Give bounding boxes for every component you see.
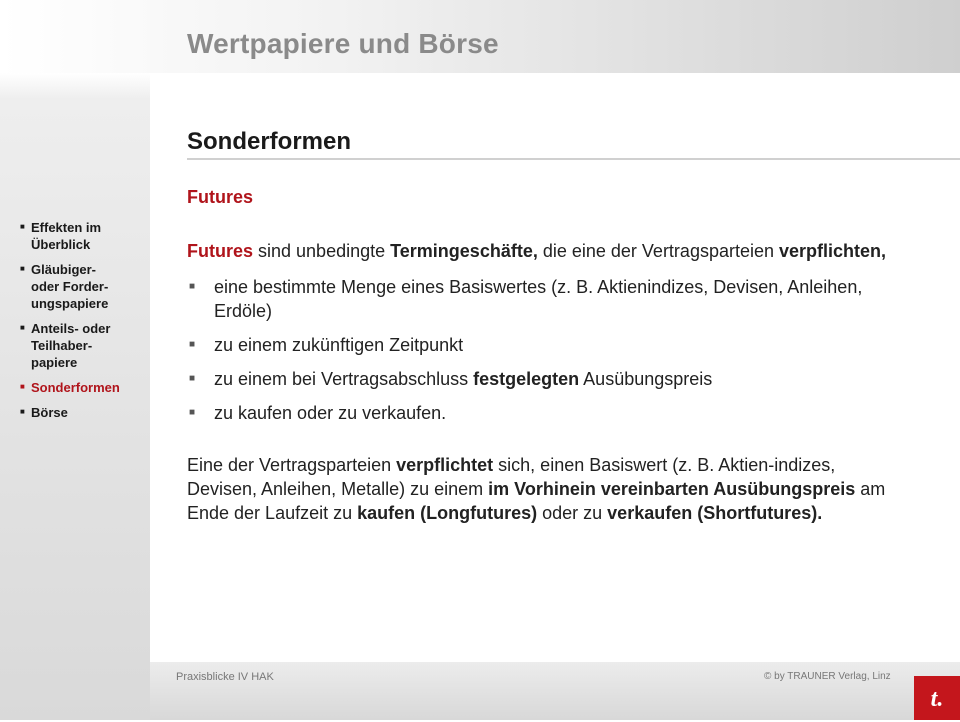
title-divider (187, 158, 960, 160)
list-item (187, 401, 899, 425)
list-item-text: eine bestimmte Menge eines Basiswertes (z. B. Aktienindizes, Devisen, Anleihen, Erdöle) (214, 277, 863, 321)
sidebar-item-sonderformen[interactable] (20, 379, 145, 396)
term-futures: Futures (187, 241, 254, 261)
slide-subtitle: Sonderformen (187, 128, 352, 155)
bullet-list (187, 275, 899, 425)
list-item-text: zu einem zukünftigen Zeitpunkt (214, 335, 464, 355)
text-run: sind unbedingte (253, 241, 391, 261)
bullet-icon: ■ (189, 339, 196, 350)
sidebar-item-label: ungspapiere (31, 296, 109, 311)
sidebar-item-label: papiere (31, 355, 78, 370)
text-run: am Ende der Laufzeit zu (187, 479, 886, 523)
footer-copyright: © by TRAUNER Verlag, Linz (764, 671, 891, 682)
sidebar-item-label: Sonderformen (31, 380, 120, 395)
sidebar-item-label: Börse (31, 405, 68, 420)
page-title: Wertpapiere und Börse (187, 28, 499, 59)
sidebar-nav (20, 219, 145, 429)
bold-run: verpflichten, (779, 241, 887, 261)
sidebar-item-label: Effekten im (31, 220, 102, 235)
bullet-icon: ■ (20, 323, 25, 332)
intro-paragraph (187, 239, 899, 263)
bold-run: festgelegten (473, 369, 580, 389)
trauner-logo: t. (914, 676, 960, 720)
bold-run: Termingeschäfte, (390, 241, 538, 261)
sidebar-item-anteilspapiere[interactable] (20, 320, 145, 371)
sidebar-item-glaeubigerpapiere[interactable] (20, 261, 145, 312)
content-area (187, 239, 899, 525)
text-run: oder zu (537, 503, 608, 523)
bullet-icon: ■ (20, 382, 25, 391)
bold-run: verkaufen (Shortfutures). (607, 503, 823, 523)
list-item-text: zu einem bei Vertragsabschluss (214, 369, 474, 389)
text-run: die eine der Vertragsparteien (537, 241, 779, 261)
list-item (187, 275, 899, 323)
list-item-text: Ausübungspreis (579, 369, 713, 389)
sidebar-item-label: Anteils- oder (31, 321, 111, 336)
sidebar-item-effekten[interactable] (20, 219, 145, 253)
bullet-icon: ■ (189, 281, 196, 292)
body-paragraph (187, 453, 899, 525)
list-item (187, 333, 899, 357)
bullet-icon: ■ (189, 373, 196, 384)
list-item (187, 367, 899, 391)
bold-run: kaufen (Longfutures) (357, 503, 538, 523)
bullet-icon: ■ (20, 222, 25, 231)
sidebar-item-label: Teilhaber- (31, 338, 93, 353)
bullet-icon: ■ (20, 407, 25, 416)
bullet-icon: ■ (189, 407, 196, 418)
sidebar-item-label: oder Forder- (31, 279, 109, 294)
bullet-icon: ■ (20, 264, 25, 273)
sidebar-item-label: Gläubiger- (31, 262, 97, 277)
bold-run: im Vorhinein vereinbarten Ausübungspreis (488, 479, 856, 499)
section-heading: Futures (187, 187, 254, 207)
footer-publication: Praxisblicke IV HAK (176, 671, 274, 683)
text-run: sich, einen Basiswert (z. B. Aktien-indizes, Devisen, Anleihen, Metalle) zu einem (187, 455, 836, 499)
sidebar-item-label: Überblick (31, 237, 91, 252)
sidebar-item-boerse[interactable] (20, 404, 145, 421)
text-run: Eine der Vertragsparteien (187, 455, 397, 475)
list-item-text: zu kaufen oder zu verkaufen. (214, 403, 447, 423)
bold-run: verpflichtet (396, 455, 494, 475)
